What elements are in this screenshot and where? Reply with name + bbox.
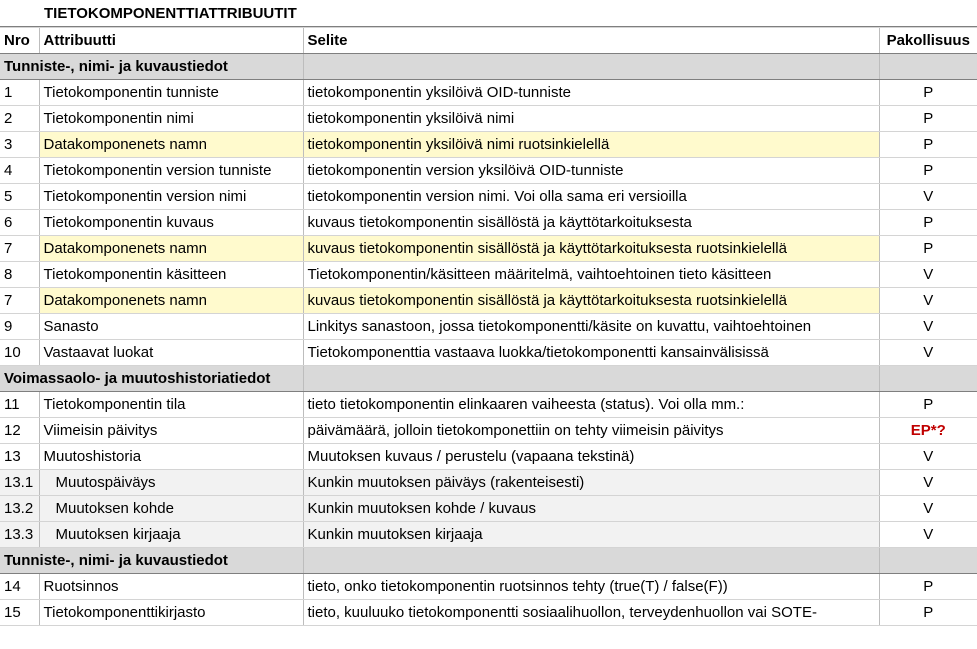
cell-attribuutti[interactable]: Datakomponenets namn <box>39 288 303 314</box>
cell-nro[interactable]: 6 <box>0 210 39 236</box>
header-pakollisuus[interactable]: Pakollisuus <box>879 28 977 54</box>
table-row <box>0 288 977 314</box>
cell-nro[interactable]: 12 <box>0 418 39 444</box>
cell-attribuutti[interactable]: Tietokomponentin nimi <box>39 106 303 132</box>
cell-pakollisuus[interactable]: V <box>879 496 977 522</box>
table-row <box>0 236 977 262</box>
attribute-table <box>0 27 977 626</box>
cell-attribuutti[interactable]: Datakomponenets namn <box>39 236 303 262</box>
cell-nro[interactable]: 9 <box>0 314 39 340</box>
cell-nro[interactable]: 7 <box>0 288 39 314</box>
cell-attribuutti[interactable]: Tietokomponentin tila <box>39 392 303 418</box>
cell-selite[interactable]: kuvaus tietokomponentin sisällöstä ja käyttötarkoituksesta ruotsinkielellä <box>303 236 879 262</box>
header-row <box>0 28 977 54</box>
cell-attribuutti[interactable]: Ruotsinnos <box>39 574 303 600</box>
table-row <box>0 600 977 626</box>
section-row <box>0 548 977 574</box>
cell-attribuutti[interactable]: Viimeisin päivitys <box>39 418 303 444</box>
cell-selite[interactable]: tietokomponentin version nimi. Voi olla sama eri versioilla <box>303 184 879 210</box>
cell-nro[interactable]: 13.3 <box>0 522 39 548</box>
cell-selite[interactable]: Tietokomponentin/käsitteen määritelmä, vaihtoehtoinen tieto käsitteen <box>303 262 879 288</box>
cell-pakollisuus[interactable]: EP*? <box>879 418 977 444</box>
cell-nro[interactable]: 8 <box>0 262 39 288</box>
cell-pakollisuus[interactable]: V <box>879 314 977 340</box>
cell-attribuutti[interactable]: Sanasto <box>39 314 303 340</box>
section-empty-cell[interactable] <box>303 366 879 392</box>
cell-nro[interactable]: 15 <box>0 600 39 626</box>
section-empty-cell[interactable] <box>879 54 977 80</box>
cell-attribuutti[interactable]: Tietokomponentin version nimi <box>39 184 303 210</box>
cell-pakollisuus[interactable]: P <box>879 80 977 106</box>
cell-pakollisuus[interactable]: V <box>879 288 977 314</box>
cell-selite[interactable]: tieto tietokomponentin elinkaaren vaiheesta (status). Voi olla mm.: <box>303 392 879 418</box>
cell-attribuutti[interactable]: Datakomponenets namn <box>39 132 303 158</box>
cell-selite[interactable]: Muutoksen kuvaus / perustelu (vapaana tekstinä) <box>303 444 879 470</box>
table-row <box>0 496 977 522</box>
table-row <box>0 80 977 106</box>
cell-nro[interactable]: 10 <box>0 340 39 366</box>
cell-pakollisuus[interactable]: P <box>879 574 977 600</box>
cell-selite[interactable]: tietokomponentin version yksilöivä OID-tunniste <box>303 158 879 184</box>
cell-attribuutti[interactable]: Tietokomponentin tunniste <box>39 80 303 106</box>
table-row <box>0 262 977 288</box>
section-empty-cell[interactable] <box>303 548 879 574</box>
table-row <box>0 392 977 418</box>
cell-attribuutti[interactable]: Tietokomponenttikirjasto <box>39 600 303 626</box>
cell-selite[interactable]: tieto, onko tietokomponentin ruotsinnos tehty (true(T) / false(F)) <box>303 574 879 600</box>
cell-selite[interactable]: päivämäärä, jolloin tietokomponettiin on tehty viimeisin päivitys <box>303 418 879 444</box>
cell-selite[interactable]: Kunkin muutoksen päiväys (rakenteisesti) <box>303 470 879 496</box>
header-attribuutti[interactable]: Attribuutti <box>39 28 303 54</box>
table-row <box>0 184 977 210</box>
table-row <box>0 340 977 366</box>
table-row <box>0 106 977 132</box>
section-empty-cell[interactable] <box>879 548 977 574</box>
cell-pakollisuus[interactable]: V <box>879 444 977 470</box>
cell-selite[interactable]: tietokomponentin yksilöivä nimi <box>303 106 879 132</box>
cell-attribuutti[interactable]: Tietokomponentin käsitteen <box>39 262 303 288</box>
cell-selite[interactable]: tieto, kuuluuko tietokomponentti sosiaalihuollon, terveydenhuollon vai SOTE- <box>303 600 879 626</box>
cell-pakollisuus[interactable]: V <box>879 184 977 210</box>
cell-pakollisuus[interactable]: P <box>879 132 977 158</box>
table-row <box>0 210 977 236</box>
cell-attribuutti[interactable]: Tietokomponentin version tunniste <box>39 158 303 184</box>
table-row <box>0 418 977 444</box>
table-row <box>0 522 977 548</box>
table-row <box>0 470 977 496</box>
cell-attribuutti[interactable]: Muutoksen kirjaaja <box>39 522 303 548</box>
cell-attribuutti[interactable]: Muutospäiväys <box>39 470 303 496</box>
cell-attribuutti[interactable]: Tietokomponentin kuvaus <box>39 210 303 236</box>
cell-attribuutti[interactable]: Vastaavat luokat <box>39 340 303 366</box>
sheet-title: TIETOKOMPONENTTIATTRIBUUTIT <box>0 0 977 27</box>
section-row <box>0 366 977 392</box>
cell-selite[interactable]: Kunkin muutoksen kohde / kuvaus <box>303 496 879 522</box>
cell-pakollisuus[interactable]: V <box>879 522 977 548</box>
cell-nro[interactable]: 1 <box>0 80 39 106</box>
cell-pakollisuus[interactable]: P <box>879 236 977 262</box>
header-selite[interactable]: Selite <box>303 28 879 54</box>
cell-nro[interactable]: 7 <box>0 236 39 262</box>
cell-selite[interactable]: Tietokomponenttia vastaava luokka/tietokomponentti kansainvälisissä <box>303 340 879 366</box>
table-body <box>0 54 977 626</box>
table-row <box>0 158 977 184</box>
cell-selite[interactable]: Kunkin muutoksen kirjaaja <box>303 522 879 548</box>
cell-attribuutti[interactable]: Muutoksen kohde <box>39 496 303 522</box>
section-label[interactable]: Voimassaolo- ja muutoshistoriatiedot <box>0 366 303 392</box>
cell-nro[interactable]: 5 <box>0 184 39 210</box>
cell-pakollisuus[interactable]: P <box>879 392 977 418</box>
cell-pakollisuus[interactable]: P <box>879 158 977 184</box>
cell-selite[interactable]: Linkitys sanastoon, jossa tietokomponentti/käsite on kuvattu, vaihtoehtoinen <box>303 314 879 340</box>
cell-pakollisuus[interactable]: V <box>879 470 977 496</box>
cell-pakollisuus[interactable]: V <box>879 340 977 366</box>
section-label[interactable]: Tunniste-, nimi- ja kuvaustiedot <box>0 54 303 80</box>
cell-attribuutti[interactable]: Muutoshistoria <box>39 444 303 470</box>
cell-selite[interactable]: tietokomponentin yksilöivä nimi ruotsinkielellä <box>303 132 879 158</box>
cell-pakollisuus[interactable]: P <box>879 106 977 132</box>
table-row <box>0 444 977 470</box>
section-empty-cell[interactable] <box>879 366 977 392</box>
cell-nro[interactable]: 2 <box>0 106 39 132</box>
cell-selite[interactable]: tietokomponentin yksilöivä OID-tunniste <box>303 80 879 106</box>
cell-nro[interactable]: 13.2 <box>0 496 39 522</box>
table-row <box>0 314 977 340</box>
table-row <box>0 574 977 600</box>
cell-selite[interactable]: kuvaus tietokomponentin sisällöstä ja käyttötarkoituksesta <box>303 210 879 236</box>
cell-pakollisuus[interactable]: V <box>879 262 977 288</box>
cell-nro[interactable]: 4 <box>0 158 39 184</box>
table-row <box>0 132 977 158</box>
section-label[interactable]: Tunniste-, nimi- ja kuvaustiedot <box>0 548 303 574</box>
header-nro[interactable]: Nro <box>0 28 39 54</box>
cell-nro[interactable]: 14 <box>0 574 39 600</box>
section-empty-cell[interactable] <box>303 54 879 80</box>
cell-nro[interactable]: 13.1 <box>0 470 39 496</box>
cell-nro[interactable]: 11 <box>0 392 39 418</box>
cell-pakollisuus[interactable]: P <box>879 210 977 236</box>
cell-nro[interactable]: 13 <box>0 444 39 470</box>
cell-selite[interactable]: kuvaus tietokomponentin sisällöstä ja käyttötarkoituksesta ruotsinkielellä <box>303 288 879 314</box>
cell-nro[interactable]: 3 <box>0 132 39 158</box>
section-row <box>0 54 977 80</box>
cell-pakollisuus[interactable]: P <box>879 600 977 626</box>
